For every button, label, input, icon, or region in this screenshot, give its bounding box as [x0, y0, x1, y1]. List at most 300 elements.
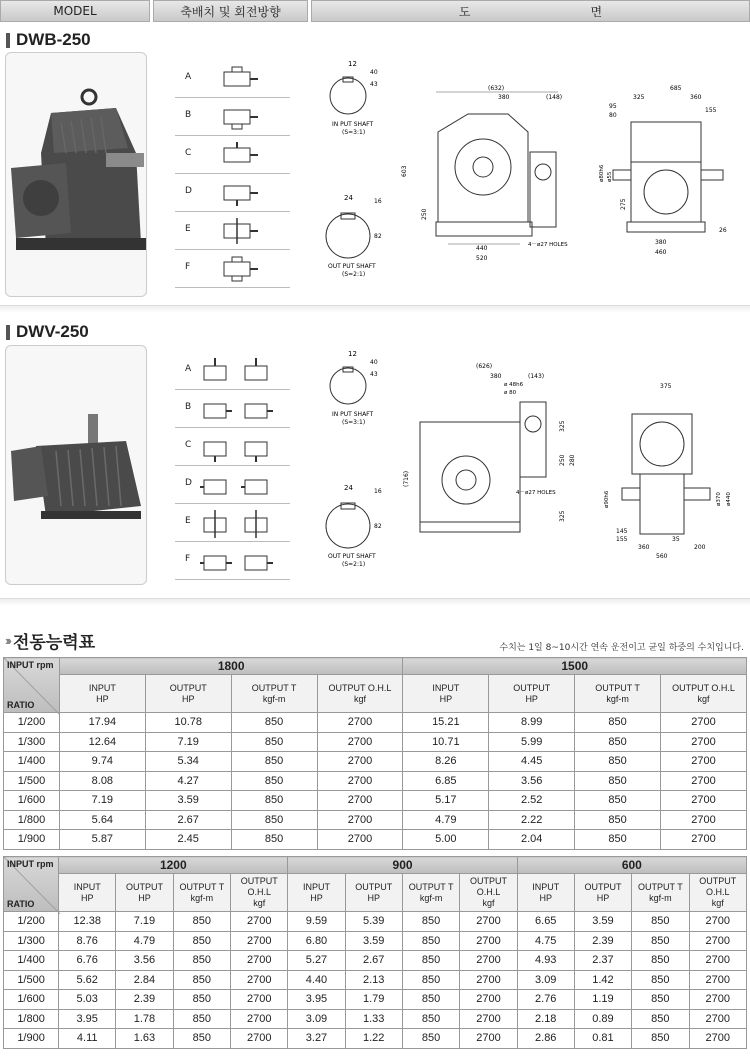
- value-cell: 5.64: [59, 810, 145, 830]
- svg-text:(632): (632): [488, 85, 505, 92]
- value-cell: 2700: [460, 990, 517, 1010]
- value-cell: 2.76: [517, 990, 574, 1010]
- ratio-cell: 1/400: [4, 752, 60, 772]
- value-cell: 1.42: [574, 970, 631, 990]
- axis-arrangement-icon: [200, 508, 290, 538]
- value-cell: 850: [575, 810, 661, 830]
- svg-text:12: 12: [348, 350, 357, 358]
- value-cell: 6.80: [288, 931, 345, 951]
- svg-text:IN PUT SHAFT: IN PUT SHAFT: [332, 411, 374, 418]
- value-cell: 4.79: [403, 810, 489, 830]
- value-cell: 2700: [460, 970, 517, 990]
- dwv-gearbox-image: [6, 346, 147, 585]
- value-cell: 850: [575, 771, 661, 791]
- value-cell: 850: [402, 951, 459, 971]
- value-cell: 2700: [317, 830, 403, 850]
- value-cell: 0.81: [574, 1029, 631, 1049]
- svg-text:ø440: ø440: [726, 492, 732, 506]
- dwv-photo: [5, 345, 147, 585]
- axis-row: D: [175, 174, 290, 212]
- value-cell: 1.19: [574, 990, 631, 1010]
- header-drawing: [311, 0, 750, 22]
- column-header: OUTPUT HP: [489, 675, 575, 713]
- rpm-header: 900: [288, 857, 517, 874]
- value-cell: 5.87: [59, 830, 145, 850]
- value-cell: 3.27: [288, 1029, 345, 1049]
- dwb-side-drawing: [595, 82, 745, 267]
- value-cell: 850: [173, 1009, 230, 1029]
- value-cell: 850: [632, 1009, 689, 1029]
- section-divider: [0, 305, 750, 313]
- column-header: OUTPUT O.H.L kgf: [317, 675, 403, 713]
- svg-text:80: 80: [609, 112, 617, 119]
- value-cell: 850: [173, 1029, 230, 1049]
- svg-text:(S=2:1): (S=2:1): [342, 561, 366, 568]
- svg-text:IN PUT SHAFT: IN PUT SHAFT: [332, 121, 374, 128]
- svg-text:16: 16: [374, 198, 382, 205]
- svg-text:16: 16: [374, 488, 382, 495]
- value-cell: 2700: [317, 732, 403, 752]
- axis-arrangement-icon: [220, 180, 260, 206]
- table-row: [4, 990, 747, 1010]
- column-header: INPUT HP: [288, 874, 345, 912]
- value-cell: 3.95: [59, 1009, 116, 1029]
- value-cell: 2.22: [489, 810, 575, 830]
- svg-text:ø 80: ø 80: [504, 390, 517, 396]
- dwb-photo: [5, 52, 147, 297]
- column-header: OUTPUT T kgf-m: [231, 675, 317, 713]
- value-cell: 2700: [661, 752, 747, 772]
- value-cell: 17.94: [59, 713, 145, 733]
- svg-text:26: 26: [719, 227, 727, 234]
- value-cell: 3.09: [517, 970, 574, 990]
- svg-text:ø 48h6: ø 48h6: [504, 382, 524, 388]
- svg-text:4－ø27 HOLES: 4－ø27 HOLES: [516, 490, 556, 496]
- value-cell: 1.63: [116, 1029, 173, 1049]
- value-cell: 2700: [460, 912, 517, 932]
- value-cell: 2700: [661, 732, 747, 752]
- axis-row: F: [175, 542, 290, 580]
- value-cell: 5.62: [59, 970, 116, 990]
- value-cell: 850: [402, 931, 459, 951]
- value-cell: 850: [231, 830, 317, 850]
- value-cell: 2700: [317, 791, 403, 811]
- value-cell: 5.34: [145, 752, 231, 772]
- value-cell: 15.21: [403, 713, 489, 733]
- value-cell: 850: [231, 752, 317, 772]
- value-cell: 2700: [460, 1029, 517, 1049]
- column-header: OUTPUT T kgf-m: [632, 874, 689, 912]
- value-cell: 850: [173, 990, 230, 1010]
- table-row: [4, 830, 747, 850]
- value-cell: 2700: [231, 912, 288, 932]
- dwv-side-drawing: [598, 378, 743, 563]
- ratio-cell: 1/300: [4, 931, 59, 951]
- value-cell: 2.84: [116, 970, 173, 990]
- ratio-cell: 1/800: [4, 1009, 59, 1029]
- table-row: [4, 752, 747, 772]
- value-cell: 4.40: [288, 970, 345, 990]
- svg-text:40: 40: [370, 359, 378, 366]
- value-cell: 2700: [460, 931, 517, 951]
- value-cell: 1.33: [345, 1009, 402, 1029]
- value-cell: 4.93: [517, 951, 574, 971]
- axis-arrangement-icon: [220, 104, 260, 130]
- axis-arrangement-icon: [200, 356, 290, 386]
- value-cell: 2700: [317, 771, 403, 791]
- ratio-cell: 1/500: [4, 771, 60, 791]
- value-cell: 2.39: [574, 931, 631, 951]
- value-cell: 2700: [689, 931, 746, 951]
- svg-text:155: 155: [705, 107, 717, 114]
- svg-text:360: 360: [690, 94, 702, 101]
- dwb-title: DWB-250: [6, 30, 91, 50]
- column-header: INPUT HP: [517, 874, 574, 912]
- value-cell: 2700: [689, 912, 746, 932]
- table-row: [4, 732, 747, 752]
- axis-row: C: [175, 428, 290, 466]
- value-cell: 2700: [661, 830, 747, 850]
- column-header: OUTPUT T kgf-m: [575, 675, 661, 713]
- column-header: INPUT HP: [59, 675, 145, 713]
- value-cell: 5.99: [489, 732, 575, 752]
- axis-row: B: [175, 98, 290, 136]
- value-cell: 1.22: [345, 1029, 402, 1049]
- svg-text:560: 560: [656, 553, 668, 560]
- value-cell: 6.76: [59, 951, 116, 971]
- value-cell: 10.78: [145, 713, 231, 733]
- svg-text:ø370: ø370: [716, 492, 722, 506]
- value-cell: 3.59: [145, 791, 231, 811]
- value-cell: 2700: [317, 810, 403, 830]
- svg-text:380: 380: [490, 373, 502, 380]
- dwb-shaft-drawings: [320, 58, 395, 288]
- section-divider: [0, 598, 750, 606]
- value-cell: 2.37: [574, 951, 631, 971]
- axis-arrangement-icon: [220, 142, 260, 168]
- svg-text:43: 43: [370, 81, 378, 88]
- title-bar-icon: [6, 33, 10, 48]
- value-cell: 8.99: [489, 713, 575, 733]
- header-bar: [0, 0, 750, 22]
- value-cell: 2700: [689, 990, 746, 1010]
- svg-text:82: 82: [374, 523, 382, 530]
- value-cell: 2.52: [489, 791, 575, 811]
- value-cell: 850: [402, 990, 459, 1010]
- column-header: OUTPUT T kgf-m: [402, 874, 459, 912]
- value-cell: 850: [402, 1029, 459, 1049]
- axis-row: A: [175, 352, 290, 390]
- axis-row: F: [175, 250, 290, 288]
- rpm-header: 600: [517, 857, 746, 874]
- value-cell: 850: [402, 970, 459, 990]
- header-model: MODEL: [0, 0, 150, 22]
- svg-text:460: 460: [655, 249, 667, 256]
- table-row: [4, 970, 747, 990]
- svg-text:(716): (716): [403, 470, 410, 487]
- value-cell: 850: [173, 951, 230, 971]
- column-header: OUTPUT T kgf-m: [173, 874, 230, 912]
- svg-text:325: 325: [633, 94, 645, 101]
- svg-text:4－ø27 HOLES: 4－ø27 HOLES: [528, 242, 568, 248]
- value-cell: 850: [575, 752, 661, 772]
- header-drawing-a: 도: [458, 4, 471, 19]
- value-cell: 850: [575, 830, 661, 850]
- table-row: [4, 931, 747, 951]
- header-drawing-b: 면: [590, 4, 603, 19]
- value-cell: 8.08: [59, 771, 145, 791]
- value-cell: 2700: [661, 791, 747, 811]
- dwb-axis-panel: [175, 60, 290, 288]
- svg-text:(S=3:1): (S=3:1): [342, 129, 366, 136]
- value-cell: 7.19: [116, 912, 173, 932]
- value-cell: 4.45: [489, 752, 575, 772]
- axis-row: A: [175, 60, 290, 98]
- svg-text:520: 520: [476, 255, 488, 262]
- rpm-header: 1200: [59, 857, 288, 874]
- svg-text:(S=2:1): (S=2:1): [342, 271, 366, 278]
- svg-text:ø55: ø55: [607, 171, 613, 182]
- svg-text:24: 24: [344, 484, 353, 492]
- table-corner: INPUT rpm RATIO: [4, 658, 60, 713]
- table-corner: INPUT rpm RATIO: [4, 857, 59, 912]
- value-cell: 2.04: [489, 830, 575, 850]
- value-cell: 2700: [689, 970, 746, 990]
- value-cell: 850: [402, 912, 459, 932]
- ratio-cell: 1/500: [4, 970, 59, 990]
- table-row: [4, 1009, 747, 1029]
- performance-note: 수치는 1일 8~10시간 연속 운전이고 균일 하중의 수치입니다.: [499, 643, 744, 653]
- ratio-cell: 1/800: [4, 810, 60, 830]
- rpm-header: 1800: [59, 658, 402, 675]
- value-cell: 4.79: [116, 931, 173, 951]
- value-cell: 10.71: [403, 732, 489, 752]
- svg-text:250: 250: [421, 208, 428, 220]
- svg-text:35: 35: [672, 536, 680, 543]
- table-row: [4, 912, 747, 932]
- value-cell: 2.18: [517, 1009, 574, 1029]
- svg-text:155: 155: [616, 536, 628, 543]
- value-cell: 850: [173, 970, 230, 990]
- value-cell: 850: [231, 771, 317, 791]
- value-cell: 9.59: [288, 912, 345, 932]
- value-cell: 3.59: [574, 912, 631, 932]
- column-header: INPUT HP: [59, 874, 116, 912]
- svg-text:ø90h6: ø90h6: [604, 490, 610, 508]
- axis-row: C: [175, 136, 290, 174]
- value-cell: 850: [173, 912, 230, 932]
- value-cell: 850: [632, 931, 689, 951]
- svg-text:95: 95: [609, 103, 617, 110]
- table-row: [4, 771, 747, 791]
- performance-table-2: [3, 856, 747, 1049]
- svg-text:24: 24: [344, 194, 353, 202]
- dwv-title: DWV-250: [6, 322, 89, 342]
- axis-arrangement-icon: [200, 394, 290, 424]
- value-cell: 5.00: [403, 830, 489, 850]
- performance-title: ››› 전동능력표: [5, 633, 96, 652]
- ratio-cell: 1/400: [4, 951, 59, 971]
- value-cell: 2700: [460, 1009, 517, 1029]
- column-header: OUTPUT O.H.L kgf: [661, 675, 747, 713]
- value-cell: 9.74: [59, 752, 145, 772]
- axis-row: E: [175, 504, 290, 542]
- svg-text:685: 685: [670, 85, 682, 92]
- value-cell: 3.56: [116, 951, 173, 971]
- ratio-cell: 1/200: [4, 912, 59, 932]
- value-cell: 850: [632, 990, 689, 1010]
- axis-row: E: [175, 212, 290, 250]
- axis-arrangement-icon: [200, 432, 290, 462]
- svg-text:380: 380: [655, 239, 667, 246]
- column-header: OUTPUT O.H.L kgf: [460, 874, 517, 912]
- value-cell: 2700: [317, 713, 403, 733]
- svg-text:(143): (143): [528, 373, 545, 380]
- column-header: INPUT HP: [403, 675, 489, 713]
- table-row: [4, 1029, 747, 1049]
- ratio-cell: 1/900: [4, 1029, 59, 1049]
- axis-arrangement-icon: [220, 256, 260, 282]
- table-row: [4, 791, 747, 811]
- svg-text:325: 325: [559, 420, 566, 432]
- svg-text:360: 360: [638, 544, 650, 551]
- value-cell: 4.11: [59, 1029, 116, 1049]
- svg-text:40: 40: [370, 69, 378, 76]
- value-cell: 850: [575, 732, 661, 752]
- axis-arrangement-icon: [200, 470, 290, 500]
- value-cell: 2700: [460, 951, 517, 971]
- value-cell: 7.19: [145, 732, 231, 752]
- value-cell: 850: [231, 791, 317, 811]
- axis-arrangement-icon: [200, 546, 290, 576]
- dwb-front-drawing: [398, 82, 593, 267]
- value-cell: 3.09: [288, 1009, 345, 1029]
- svg-text:250: 250: [559, 454, 566, 466]
- svg-text:(626): (626): [476, 363, 493, 370]
- value-cell: 2700: [661, 771, 747, 791]
- value-cell: 3.95: [288, 990, 345, 1010]
- value-cell: 6.85: [403, 771, 489, 791]
- value-cell: 2700: [661, 810, 747, 830]
- column-header: OUTPUT O.H.L kgf: [689, 874, 746, 912]
- svg-text:12: 12: [348, 60, 357, 68]
- value-cell: 1.78: [116, 1009, 173, 1029]
- value-cell: 7.19: [59, 791, 145, 811]
- value-cell: 2700: [231, 931, 288, 951]
- value-cell: 850: [231, 732, 317, 752]
- table-row: [4, 810, 747, 830]
- svg-text:440: 440: [476, 245, 488, 252]
- value-cell: 850: [575, 791, 661, 811]
- svg-text:OUT PUT SHAFT: OUT PUT SHAFT: [328, 553, 376, 560]
- value-cell: 2.13: [345, 970, 402, 990]
- value-cell: 3.59: [345, 931, 402, 951]
- value-cell: 2.39: [116, 990, 173, 1010]
- value-cell: 2.67: [345, 951, 402, 971]
- svg-text:OUT PUT SHAFT: OUT PUT SHAFT: [328, 263, 376, 270]
- value-cell: 2700: [689, 1029, 746, 1049]
- value-cell: 2700: [231, 1009, 288, 1029]
- title-bar-icon: [6, 325, 10, 340]
- value-cell: 1.79: [345, 990, 402, 1010]
- svg-text:275: 275: [620, 198, 627, 210]
- axis-arrangement-icon: [220, 218, 260, 244]
- value-cell: 5.27: [288, 951, 345, 971]
- column-header: OUTPUT HP: [116, 874, 173, 912]
- value-cell: 2.67: [145, 810, 231, 830]
- axis-arrangement-icon: [220, 66, 260, 92]
- value-cell: 2700: [231, 1029, 288, 1049]
- dwv-front-drawing: [398, 362, 593, 552]
- header-axis: 축배치 및 회전방향: [153, 0, 308, 22]
- table-row: [4, 713, 747, 733]
- value-cell: 2700: [661, 713, 747, 733]
- value-cell: 3.56: [489, 771, 575, 791]
- value-cell: 8.76: [59, 931, 116, 951]
- ratio-cell: 1/600: [4, 990, 59, 1010]
- axis-row: D: [175, 466, 290, 504]
- value-cell: 850: [231, 713, 317, 733]
- value-cell: 12.64: [59, 732, 145, 752]
- ratio-cell: 1/300: [4, 732, 60, 752]
- column-header: OUTPUT O.H.L kgf: [231, 874, 288, 912]
- value-cell: 2700: [689, 951, 746, 971]
- column-header: OUTPUT HP: [145, 675, 231, 713]
- value-cell: 12.38: [59, 912, 116, 932]
- value-cell: 2700: [317, 752, 403, 772]
- value-cell: 850: [173, 931, 230, 951]
- svg-text:ø80h6: ø80h6: [599, 164, 605, 182]
- dwb-gearbox-image: [6, 53, 147, 297]
- value-cell: 0.89: [574, 1009, 631, 1029]
- svg-text:325: 325: [559, 510, 566, 522]
- column-header: OUTPUT HP: [345, 874, 402, 912]
- svg-text:603: 603: [401, 165, 408, 177]
- value-cell: 850: [632, 1029, 689, 1049]
- column-header: OUTPUT HP: [574, 874, 631, 912]
- svg-text:43: 43: [370, 371, 378, 378]
- svg-text:145: 145: [616, 528, 628, 535]
- dwv-shaft-drawings: [320, 348, 395, 578]
- svg-text:200: 200: [694, 544, 706, 551]
- svg-text:280: 280: [569, 454, 576, 466]
- value-cell: 5.03: [59, 990, 116, 1010]
- value-cell: 850: [402, 1009, 459, 1029]
- performance-table-1: [3, 657, 747, 850]
- axis-row: B: [175, 390, 290, 428]
- svg-text:(148): (148): [546, 94, 563, 101]
- value-cell: 850: [575, 713, 661, 733]
- value-cell: 2700: [231, 951, 288, 971]
- value-cell: 2700: [689, 1009, 746, 1029]
- ratio-cell: 1/600: [4, 791, 60, 811]
- dwv-axis-panel: [175, 352, 290, 580]
- value-cell: 850: [632, 970, 689, 990]
- value-cell: 2700: [231, 990, 288, 1010]
- chevron-right-icon: ›››: [5, 633, 9, 648]
- value-cell: 850: [632, 912, 689, 932]
- value-cell: 4.27: [145, 771, 231, 791]
- svg-text:380: 380: [498, 94, 510, 101]
- value-cell: 2.86: [517, 1029, 574, 1049]
- value-cell: 850: [231, 810, 317, 830]
- value-cell: 5.39: [345, 912, 402, 932]
- ratio-cell: 1/900: [4, 830, 60, 850]
- value-cell: 2700: [231, 970, 288, 990]
- value-cell: 2.45: [145, 830, 231, 850]
- value-cell: 5.17: [403, 791, 489, 811]
- svg-text:82: 82: [374, 233, 382, 240]
